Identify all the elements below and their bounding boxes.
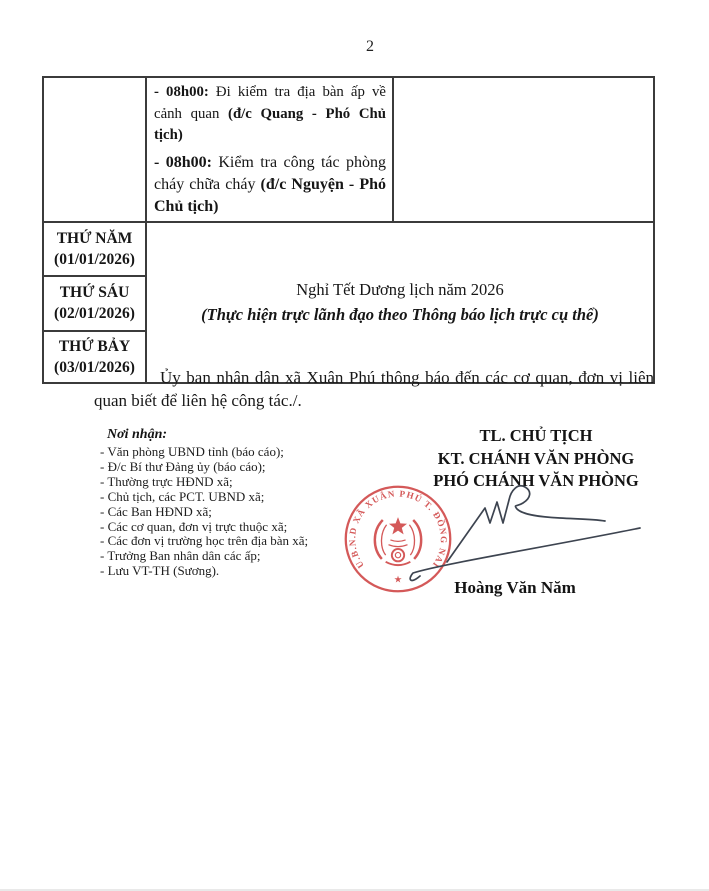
day-date: (01/01/2026) (54, 250, 135, 268)
entry-time: - 08h00: (154, 153, 212, 171)
recipients-heading: Nơi nhận: (107, 427, 168, 442)
holiday-instruction: (Thực hiện trực lãnh đạo theo Thông báo lịch trực cụ thể) (201, 305, 599, 324)
holiday-note: Nghỉ Tết Dương lịch năm 2026 (296, 280, 504, 299)
recipient-item: - Các Ban HĐND xã; (100, 503, 212, 519)
day-name: THỨ BẢY (58, 337, 131, 355)
day-name: THỨ NĂM (56, 229, 133, 247)
recipient-item: - Đ/c Bí thư Đảng ủy (báo cáo); (100, 458, 266, 474)
recipient-item: - Chủ tịch, các PCT. UBND xã; (100, 488, 265, 504)
schedule-table (42, 76, 655, 384)
entry-person: (đ/c Quang - Phó Chủ tịch) (154, 105, 386, 143)
handwritten-signature (393, 480, 676, 590)
day-name: THỨ SÁU (59, 284, 130, 301)
recipient-item: - Các đơn vị trường học trên địa bàn xã; (100, 533, 309, 549)
stamp-ring-text: U.B.N.D XÃ XUÂN PHÚ T. ĐỒNG NAI (347, 488, 449, 571)
table-row (43, 222, 654, 276)
day-cell-empty (43, 77, 146, 222)
recipient-item: - Văn phòng UBND tỉnh (báo cáo); (100, 444, 284, 459)
entry-time: - 08h00: (154, 84, 209, 100)
day-date: (03/01/2026) (54, 358, 135, 376)
entry-desc: Đi kiểm tra địa bàn ấp về cảnh quan (154, 84, 386, 122)
schedule-entry (154, 152, 386, 218)
entry-desc: Kiểm tra công tác phòng cháy chữa cháy (154, 153, 386, 193)
signature-title-line: TL. CHỦ TỊCH (479, 426, 593, 445)
signature-title-line: KT. CHÁNH VĂN PHÒNG (437, 448, 635, 468)
schedule-entries-cell (146, 77, 393, 222)
signer-name: Hoàng Văn Năm (454, 578, 576, 597)
recipient-item: - Lưu VT-TH (Sương). (100, 563, 220, 579)
page-number: 2 (366, 38, 374, 55)
schedule-entry (154, 82, 386, 147)
signature-title-line: PHÓ CHÁNH VĂN PHÒNG (433, 471, 639, 490)
recipient-item: - Trưởng Ban nhân dân các ấp; (100, 548, 261, 564)
entry-person: (đ/c Nguyện - Phó Chủ tịch) (154, 175, 387, 215)
stamp-bottom-star: ★ (393, 575, 403, 586)
recipient-item: - Thường trực HĐND xã; (100, 473, 233, 489)
holiday-cell (146, 222, 654, 383)
day-date: (02/01/2026) (54, 305, 135, 322)
closing-paragraph: Ủy ban nhân dân xã Xuân Phú thông báo đến các cơ quan, đơn vị liên quan biết để liên hệ công tác./. (94, 368, 654, 410)
day-cell-thursday (43, 222, 146, 276)
recipient-item: - Các cơ quan, đơn vị trực thuộc xã; (100, 518, 288, 534)
empty-cell (393, 77, 654, 222)
day-cell-friday (43, 276, 146, 331)
table-row (43, 77, 654, 222)
